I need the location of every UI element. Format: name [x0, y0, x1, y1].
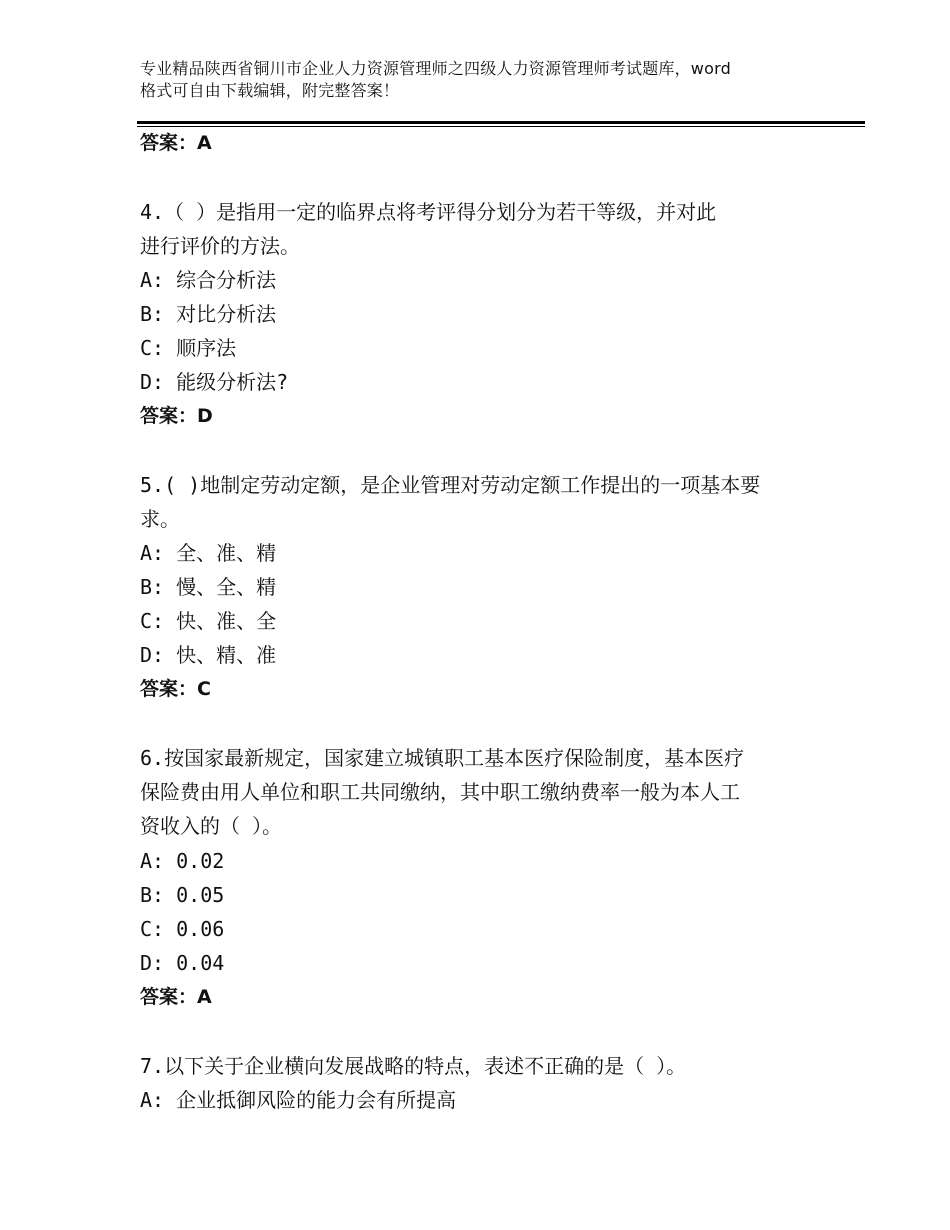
- document-header: [140, 58, 830, 102]
- question-stem-line: 6.按国家最新规定，国家建立城镇职工基本医疗保险制度，基本医疗: [140, 746, 745, 770]
- option-a: A: 企业抵御风险的能力会有所提高: [140, 1088, 457, 1112]
- option-b: B: 慢、全、精: [140, 575, 277, 599]
- option-b: B: 对比分析法: [140, 302, 277, 326]
- option-d: D: 能级分析法?: [140, 370, 289, 394]
- question-stem-line: 7.以下关于企业横向发展战略的特点，表述不正确的是（ ）。: [140, 1054, 687, 1078]
- option-c: C: 顺序法: [140, 336, 237, 360]
- option-c: C: 快、准、全: [140, 609, 277, 633]
- previous-answer: 答案：A: [140, 132, 212, 154]
- answer-label: 答案：C: [140, 678, 211, 700]
- header-divider-thin: [137, 126, 865, 127]
- option-d: D: 快、精、准: [140, 643, 277, 667]
- option-d: D: 0.04: [140, 951, 225, 975]
- answer-label: 答案：A: [140, 986, 212, 1008]
- question-stem-line: 保险费由用人单位和职工共同缴纳，其中职工缴纳费率一般为本人工: [140, 780, 740, 804]
- question-stem-line: 5.( )地制定劳动定额，是企业管理对劳动定额工作提出的一项基本要: [140, 473, 761, 497]
- option-c: C: 0.06: [140, 917, 225, 941]
- header-line-2: 格式可自由下载编辑，附完整答案！: [140, 81, 400, 100]
- question-stem-line: 资收入的（ ）。: [140, 814, 283, 838]
- option-a: A: 全、准、精: [140, 541, 277, 565]
- header-divider-thick: [137, 121, 865, 124]
- option-a: A: 综合分析法: [140, 268, 277, 292]
- option-a: A: 0.02: [140, 849, 225, 873]
- question-stem-line: 求。: [140, 507, 180, 531]
- question-stem-line: 进行评价的方法。: [140, 234, 300, 258]
- answer-label: 答案：D: [140, 405, 213, 427]
- option-b: B: 0.05: [140, 883, 225, 907]
- question-stem-line: 4.（ ）是指用一定的临界点将考评得分划分为若干等级，并对此: [140, 200, 717, 224]
- header-line-1: 专业精品陕西省铜川市企业人力资源管理师之四级人力资源管理师考试题库，word: [140, 59, 731, 78]
